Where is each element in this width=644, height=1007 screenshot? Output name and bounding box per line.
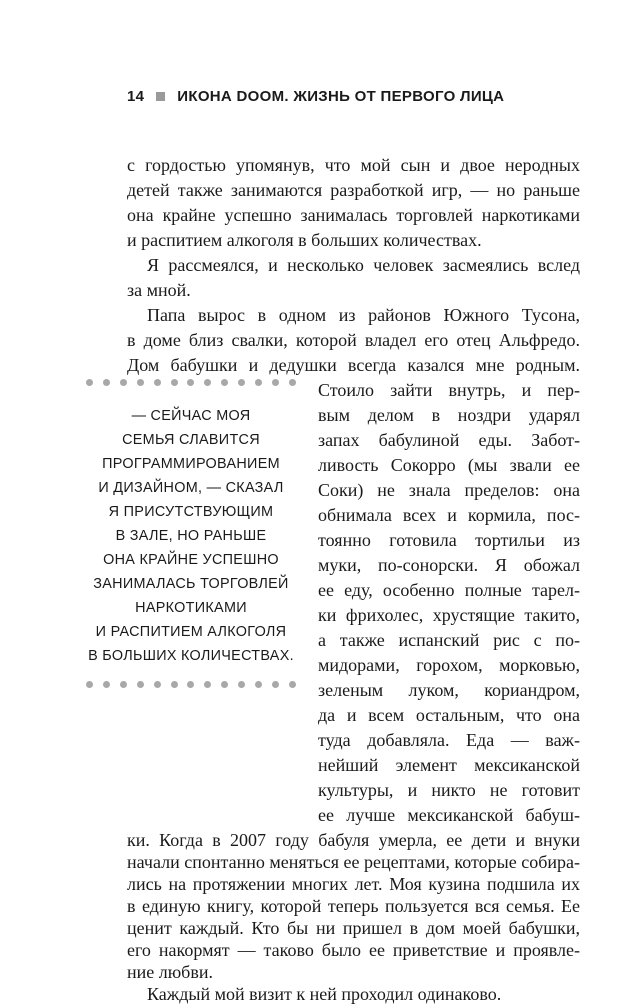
page-number: 14 xyxy=(127,88,145,105)
pull-quote xyxy=(86,404,296,668)
text-line: ее лучше мексиканской бабуш- xyxy=(318,805,580,825)
text-line: культуры, и никто не готовит xyxy=(318,780,580,800)
text-line: зеленым луком, кориандром, xyxy=(318,680,580,700)
pull-quote-line: ОНА КРАЙНЕ УСПЕШНО xyxy=(103,552,279,568)
text-line: муки, по-сонорски. Я обожал xyxy=(318,555,580,575)
pull-quote-line: НАРКОТИКАМИ xyxy=(135,600,247,616)
pull-quote-line: В БОЛЬШИХ КОЛИЧЕСТВАХ. xyxy=(88,648,294,664)
text-line: а также испанский рис с по- xyxy=(318,630,580,650)
text-line: да и всем остальным, что она xyxy=(318,705,580,725)
text-line: Стоило зайти внутрь, и пер- xyxy=(318,380,580,400)
text-line: ценит каждый. Кто бы ни пришел в дом моей бабушки, xyxy=(127,918,580,938)
text-line: мидорами, горохом, морковью, xyxy=(318,655,580,675)
pull-quote-line: СЕМЬЯ СЛАВИТСЯ xyxy=(122,432,260,448)
pull-quote-line: ЗАНИМАЛАСЬ ТОРГОВЛЕЙ xyxy=(93,576,289,592)
text-line: Я рассмеялся, и несколько человек засмеялись вслед xyxy=(147,255,580,275)
text-line: его накормят — таково было ее приветствие и проявле- xyxy=(127,940,580,960)
text-line: за мной. xyxy=(127,280,191,300)
text-line: нейший элемент мексиканской xyxy=(318,755,580,775)
text-line: ние любви. xyxy=(127,962,213,982)
text-line: тоянно готовила тортильи из xyxy=(318,530,580,550)
text-line: детей также занимаются разработкой игр, — но раньше xyxy=(127,180,580,200)
text-line: Папа вырос в одном из районов Южного Тусона, xyxy=(147,305,580,325)
text-line: обнимала всех и кормила, пос- xyxy=(318,505,580,525)
pull-quote-line: — СЕЙЧАС МОЯ xyxy=(131,408,251,424)
pull-quote-line: ПРОГРАММИРОВАНИЕМ xyxy=(102,456,280,472)
text-line: Каждый мой визит к ней проходил одинаково. xyxy=(147,984,502,1004)
running-header xyxy=(127,88,504,105)
text-line: начали спонтанно меняться ее рецептами, которые собира- xyxy=(127,852,580,872)
text-line: вым делом в ноздри ударял xyxy=(318,405,580,425)
pull-quote-bottom-dots xyxy=(86,680,296,688)
text-line: с гордостью упомянув, что мой сын и двое неродных xyxy=(127,155,580,175)
text-line: Соки) не знала пределов: она xyxy=(318,480,580,500)
pull-quote-line: И ДИЗАЙНОМ, — СКАЗАЛ xyxy=(98,480,284,496)
square-bullet-icon xyxy=(156,92,165,101)
pull-quote-line: И РАСПИТИЕМ АЛКОГОЛЯ xyxy=(95,624,287,640)
text-line: туда добавляла. Еда — важ- xyxy=(318,730,580,750)
text-line: запах бабулиной еды. Забот- xyxy=(318,430,580,450)
pull-quote-top-dots xyxy=(86,378,296,386)
pull-quote-line: Я ПРИСУТСТВУЮЩИМ xyxy=(108,504,274,520)
text-line: ливость Сокорро (мы звали ее xyxy=(318,455,580,475)
text-line: ее еду, особенно полные тарел- xyxy=(318,580,580,600)
text-line: в единую книгу, которой теперь пользуется вся семья. Ее xyxy=(127,896,580,916)
book-title: ИКОНА DOOM. ЖИЗНЬ ОТ ПЕРВОГО ЛИЦА xyxy=(177,88,505,105)
text-line: ки фрихолес, хрустящие такито, xyxy=(318,605,580,625)
text-line: и распитием алкоголя в больших количествах. xyxy=(127,230,482,250)
text-line: в доме близ свалки, которой владел его отец Альфредо. xyxy=(127,330,580,350)
text-line: она крайне успешно занималась торговлей наркотиками xyxy=(127,205,580,225)
pull-quote-line: В ЗАЛЕ, НО РАНЬШЕ xyxy=(115,528,267,544)
text-line: Дом бабушки и дедушки всегда казался мне родным. xyxy=(127,355,580,375)
text-line: лись на протяжении многих лет. Моя кузина подшила их xyxy=(127,874,580,894)
text-line: ки. Когда в 2007 году бабуля умерла, ее дети и внуки xyxy=(127,830,580,850)
